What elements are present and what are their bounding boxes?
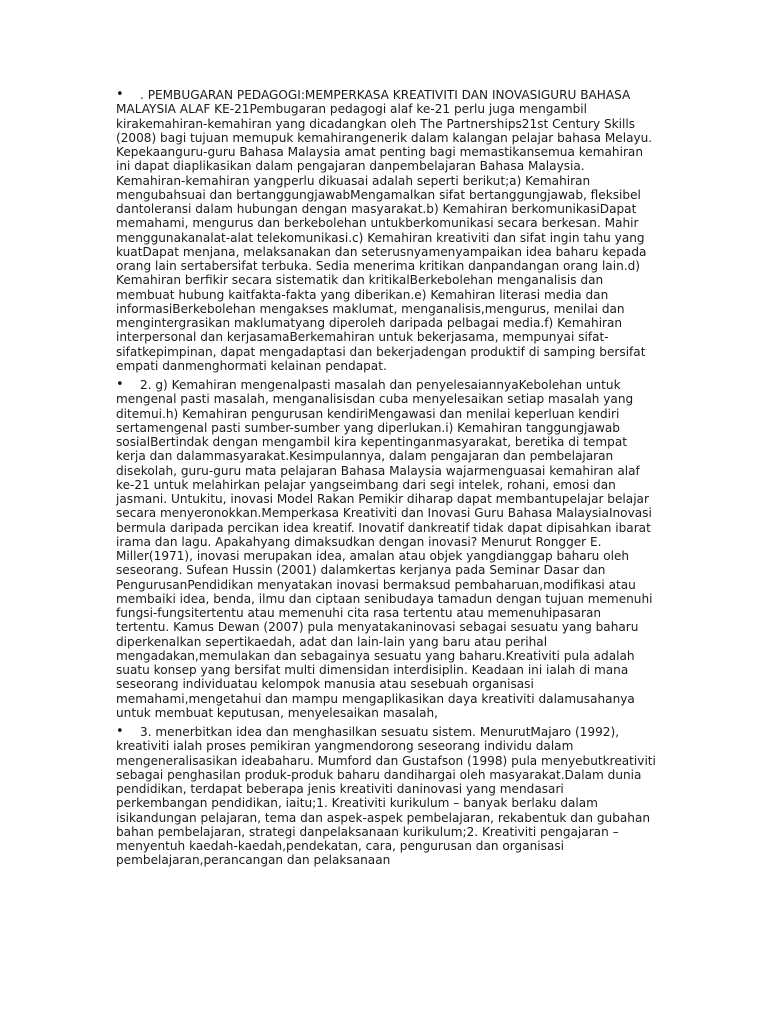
bullet-icon: • — [116, 377, 124, 392]
list-item — [116, 88, 656, 373]
paragraph-text: 2. g) Kemahiran mengenalpasti masalah dan penyelesaiannyaKebolehan untuk mengenal pasti masalah, menganalisisdan cuba menyelesaikan setiap masalah yang ditemui.h) Kemahiran pengurusan kendiriMengawasi dan menilai keperluan kendiri sertamengenal pasti sumber-sumber yang diperlukan.i) Kemahiran tanggungjawab sosialBertindak dengan mengambil kira kepentinganmasyarakat, beretika di tempat kerja dan dalammasyarakat.Kesimpulannya, dalam pengajaran dan pembelajaran disekolah, guru-guru mata pelajaran Bahasa Malaysia wajarmenguasai kemahiran alaf ke-21 untuk melahirkan pelajar yangseimbang dari segi intelek, rohani, emosi dan jasmani. Untukitu, inovasi Model Rakan Pemikir diharap dapat membantupelajar belajar secara menyeronokkan.Memperkasa Kreativiti dan Inovasi Guru Bahasa MalaysiaInovasi bermula daripada percikan idea kreatif. Inovatif dankreatif tidak dapat dipisahkan ibarat irama dan lagu. Apakahyang dimaksudkan dengan inovasi? Menurut Rongger E. Miller(1971), inovasi merupakan idea, amalan atau objek yangdianggap baharu oleh seseorang. Sufean Hussin (2001) dalamkertas kerjanya pada Seminar Dasar dan PengurusanPendidikan menyatakan inovasi bermaksud pembaharuan,modifikasi atau membaiki idea, benda, ilmu dan ciptaan senibudaya tamadun dengan tujuan memenuhi fungsi-fungsitertentu atau memenuhi cita rasa tertentu atau memenuhipasaran tertentu. Kamus Dewan (2007) pula menyatakaninovasi sebagai sesuatu yang baharu diperkenalkan sepertikaedah, adat dan lain-lain yang baru atau perihal mengadakan,memulakan dan sebagainya sesuatu yang baharu.Kreativiti pula adalah suatu konsep yang bersifat multi dimensidan interdisiplin. Keadaan ini ialah di mana seseorang individuatau kelompok manusia atau sesebuah organisasi memahami,mengetahui dan mampu mengaplikasikan daya kreativiti dalamusahanya untuk membuat keputusan, menyelesaikan masalah, — [116, 378, 653, 720]
bullet-icon: • — [116, 724, 124, 739]
document-page — [116, 88, 656, 873]
bullet-icon: • — [116, 87, 124, 102]
bullet-list — [116, 88, 656, 868]
paragraph-text: 3. menerbitkan idea dan menghasilkan sesuatu sistem. MenurutMajaro (1992), kreativiti ialah proses pemikiran yangmendorong seseorang individu dalam mengeneralisasikan ideabaharu. Mumford dan Gustafson (1998) pula menyebutkreativiti sebagai penghasilan produk-produk baharu dandihargai oleh masyarakat.Dalam dunia pendidikan, terdapat beberapa jenis kreativiti daninovasi yang mendasari perkembangan pendidikan, iaitu;1. Kreativiti kurikulum – banyak berlaku dalam isikandungan pelajaran, tema dan aspek-aspek pembelajaran, rekabentuk dan gubahan bahan pembelajaran, strategi danpelaksanaan kurikulum;2. Kreativiti pengajaran – menyentuh kaedah-kaedah,pendekatan, cara, pengurusan dan organisasi pembelajaran,perancangan dan pelaksanaan — [116, 725, 656, 868]
list-item — [116, 725, 656, 868]
paragraph-text: . PEMBUGARAN PEDAGOGI:MEMPERKASA KREATIVITI DAN INOVASIGURU BAHASA MALAYSIA ALAF KE-21Pembugaran pedagogi alaf ke-21 perlu juga mengambil kirakemahiran-kemahiran yang dicadangkan oleh The Partnerships21st Century Skills (2008) bagi tujuan memupuk kemahirangenerik dalam kalangan pelajar bahasa Melayu. Kepekaanguru-guru Bahasa Malaysia amat penting bagi memastikansemua kemahiran ini dapat diaplikasikan dalam pengajaran danpembelajaran Bahasa Malaysia. Kemahiran-kemahiran yangperlu dikuasai adalah seperti berikut;a) Kemahiran mengubahsuai dan bertanggungjawabMengamalkan sifat bertanggungjawab, fleksibel dantoleransi dalam hubungan dengan masyarakat.b) Kemahiran berkomunikasiDapat memahami, mengurus dan berkebolehan untukberkomunikasi secara berkesan. Mahir menggunakanalat-alat telekomunikasi.c) Kemahiran kreativiti dan sifat ingin tahu yang kuatDapat menjana, melaksanakan dan seterusnyamenyampaikan idea baharu kepada orang lain sertabersifat terbuka. Sedia menerima kritikan danpandangan orang lain.d) Kemahiran berfikir secara sistematik dan kritikalBerkebolehan menganalisis dan membuat hubung kaitfakta-fakta yang diberikan.e) Kemahiran literasi media dan informasiBerkebolehan mengakses maklumat, menganalisis,mengurus, menilai dan mengintergrasikan maklumatyang diperoleh daripada pelbagai media.f) Kemahiran interpersonal dan kerjasamaBerkemahiran untuk bekerjasama, mempunyai sifat-sifatkepimpinan, dapat mengadaptasi dan bekerjadengan produktif di samping bersifat empati danmenghormati kelainan pendapat. — [116, 88, 653, 373]
list-item — [116, 378, 656, 720]
